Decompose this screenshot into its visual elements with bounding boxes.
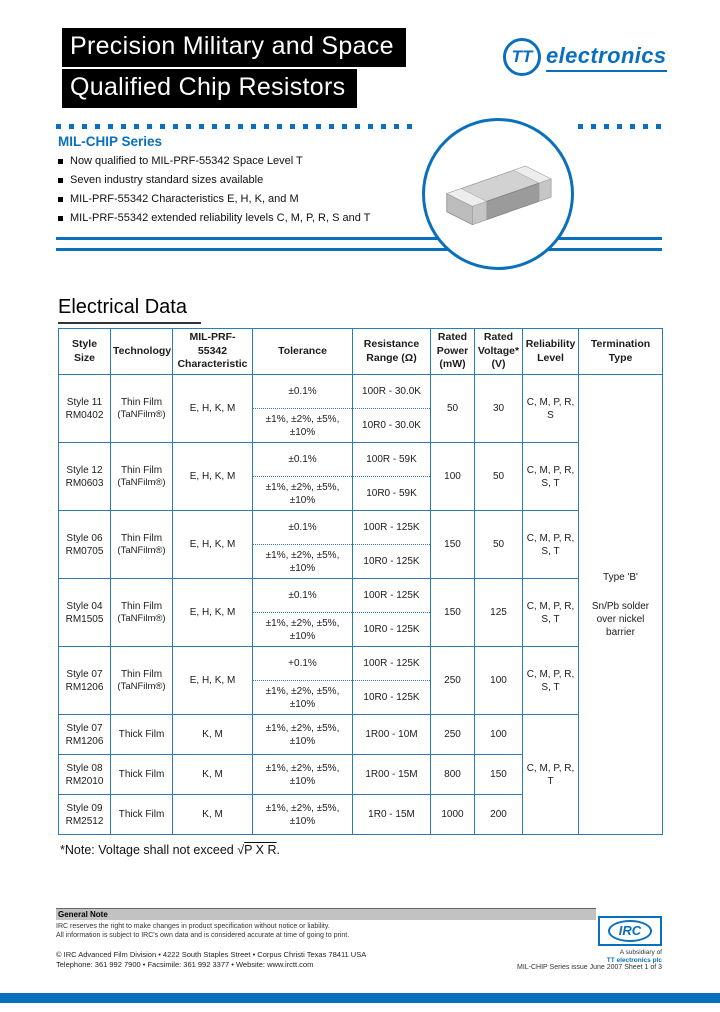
page-title-line2: Qualified Chip Resistors — [62, 69, 357, 108]
bullet-icon — [58, 197, 63, 202]
feature-list — [58, 155, 418, 231]
electrical-data-table — [58, 328, 663, 835]
characteristic-cell: E, H, K, M — [173, 375, 253, 443]
range-cell: 100R - 125K — [353, 579, 431, 613]
col-header-rated-power: Rated Power (mW) — [431, 329, 475, 375]
dotted-rule-right — [578, 124, 662, 129]
style-size-cell: Style 09 RM2512 — [59, 795, 111, 835]
list-item — [58, 212, 418, 224]
reliability-cell: C, M, P, R, T — [523, 715, 579, 835]
power-cell: 1000 — [431, 795, 475, 835]
voltage-cell: 150 — [475, 755, 523, 795]
tolerance-cell: ±1%, ±2%, ±5%, ±10% — [253, 715, 353, 755]
power-cell: 100 — [431, 443, 475, 511]
range-cell: 10R0 - 125K — [353, 613, 431, 647]
tt-logo-icon: TT — [503, 38, 541, 76]
tolerance-cell: ±1%, ±2%, ±5%, ±10% — [253, 681, 353, 715]
voltage-note: *Note: Voltage shall not exceed √P X R. — [60, 843, 280, 857]
irc-logo — [598, 916, 662, 946]
table-row — [59, 511, 663, 545]
characteristic-cell: K, M — [173, 755, 253, 795]
range-cell: 10R0 - 30.0K — [353, 409, 431, 443]
voltage-cell: 125 — [475, 579, 523, 647]
list-item — [58, 155, 418, 167]
technology-cell: Thin Film (TaNFilm®) — [111, 511, 173, 579]
bullet-icon — [58, 216, 63, 221]
col-header-termination: Termination Type — [579, 329, 663, 375]
series-heading: MIL-CHIP Series — [58, 134, 163, 149]
page-title-line1: Precision Military and Space — [62, 28, 406, 67]
range-cell: 10R0 - 59K — [353, 477, 431, 511]
reliability-cell: C, M, P, R, S, T — [523, 579, 579, 647]
copyright-line: © IRC Advanced Film Division • 4222 South Staples Street • Corpus Christi Texas 78411 USA — [56, 950, 367, 959]
chip-photo-circle — [422, 118, 574, 270]
horizontal-rule — [56, 237, 662, 240]
characteristic-cell: E, H, K, M — [173, 443, 253, 511]
power-cell: 150 — [431, 579, 475, 647]
col-header-tolerance: Tolerance — [253, 329, 353, 375]
table-row — [59, 579, 663, 613]
feature-text: MIL-PRF-55342 extended reliability levels C, M, P, R, S and T — [70, 212, 371, 224]
feature-text: MIL-PRF-55342 Characteristics E, H, K, and M — [70, 193, 299, 205]
range-cell: 1R0 - 15M — [353, 795, 431, 835]
chip-resistor-illustration — [434, 146, 562, 242]
tt-logo-wordmark: electronics — [546, 43, 667, 72]
col-header-reliability: Reliability Level — [523, 329, 579, 375]
table-header-row — [59, 329, 663, 375]
general-note-text: IRC reserves the right to make changes in product specification without notice or liability. All information is subject to IRC's own data and is considered accurate at time of going to print. — [56, 923, 350, 939]
bullet-icon — [58, 178, 63, 183]
tolerance-cell: ±1%, ±2%, ±5%, ±10% — [253, 477, 353, 511]
col-header-style-size: Style Size — [59, 329, 111, 375]
voltage-cell: 100 — [475, 647, 523, 715]
style-size-cell: Style 07 RM1206 — [59, 715, 111, 755]
col-header-rated-voltage: Rated Voltage* (V) — [475, 329, 523, 375]
technology-cell: Thick Film — [111, 755, 173, 795]
radical-sign: √ — [237, 843, 245, 857]
range-cell: 100R - 125K — [353, 511, 431, 545]
tolerance-cell: ±0.1% — [253, 511, 353, 545]
page-title — [62, 28, 406, 110]
tt-electronics-logo — [503, 38, 667, 76]
horizontal-rule — [56, 248, 662, 251]
characteristic-cell: E, H, K, M — [173, 511, 253, 579]
tolerance-cell: ±0.1% — [253, 375, 353, 409]
style-size-cell: Style 12 RM0603 — [59, 443, 111, 511]
voltage-cell: 50 — [475, 443, 523, 511]
range-cell: 1R00 - 15M — [353, 755, 431, 795]
bullet-icon — [58, 159, 63, 164]
reliability-cell: C, M, P, R, S, T — [523, 647, 579, 715]
list-item — [58, 174, 418, 186]
range-cell: 10R0 - 125K — [353, 681, 431, 715]
feature-text: Now qualified to MIL-PRF-55342 Space Level T — [70, 155, 303, 167]
style-size-cell: Style 07 RM1206 — [59, 647, 111, 715]
style-size-cell: Style 04 RM1505 — [59, 579, 111, 647]
tolerance-cell: ±1%, ±2%, ±5%, ±10% — [253, 795, 353, 835]
bottom-accent-bar — [0, 993, 720, 1003]
characteristic-cell: K, M — [173, 795, 253, 835]
range-cell: 10R0 - 125K — [353, 545, 431, 579]
technology-cell: Thin Film (TaNFilm®) — [111, 375, 173, 443]
technology-cell: Thin Film (TaNFilm®) — [111, 443, 173, 511]
col-header-resistance-range: Resistance Range (Ω) — [353, 329, 431, 375]
tolerance-cell: ±1%, ±2%, ±5%, ±10% — [253, 409, 353, 443]
style-size-cell: Style 08 RM2010 — [59, 755, 111, 795]
technology-cell: Thick Film — [111, 795, 173, 835]
range-cell: 100R - 125K — [353, 647, 431, 681]
style-size-cell: Style 11 RM0402 — [59, 375, 111, 443]
voltage-cell: 50 — [475, 511, 523, 579]
section-heading-electrical-data: Electrical Data — [58, 296, 201, 324]
document-reference: MIL-CHIP Series issue June 2007 Sheet 1 of 3 — [516, 964, 662, 971]
voltage-cell: 30 — [475, 375, 523, 443]
power-cell: 800 — [431, 755, 475, 795]
power-cell: 150 — [431, 511, 475, 579]
power-cell: 50 — [431, 375, 475, 443]
irc-subsidiary-text: A subsidiary of TT electronics plc — [606, 949, 662, 964]
power-cell: 250 — [431, 715, 475, 755]
range-cell: 1R00 - 10M — [353, 715, 431, 755]
table-row — [59, 375, 663, 409]
characteristic-cell: K, M — [173, 715, 253, 755]
technology-cell: Thin Film (TaNFilm®) — [111, 647, 173, 715]
range-cell: 100R - 59K — [353, 443, 431, 477]
tolerance-cell: ±1%, ±2%, ±5%, ±10% — [253, 545, 353, 579]
list-item — [58, 193, 418, 205]
contact-line: Telephone: 361 992 7900 • Facsimile: 361 992 3377 • Website: www.irctt.com — [56, 960, 314, 969]
characteristic-cell: E, H, K, M — [173, 579, 253, 647]
tolerance-cell: ±0.1% — [253, 443, 353, 477]
tolerance-cell: +0.1% — [253, 647, 353, 681]
technology-cell: Thick Film — [111, 715, 173, 755]
reliability-cell: C, M, P, R, S — [523, 375, 579, 443]
irc-logo-icon: IRC — [608, 920, 652, 942]
table-row — [59, 443, 663, 477]
range-cell: 100R - 30.0K — [353, 375, 431, 409]
tolerance-cell: ±1%, ±2%, ±5%, ±10% — [253, 755, 353, 795]
tolerance-cell: ±1%, ±2%, ±5%, ±10% — [253, 613, 353, 647]
technology-cell: Thin Film (TaNFilm®) — [111, 579, 173, 647]
power-cell: 250 — [431, 647, 475, 715]
reliability-cell: C, M, P, R, S, T — [523, 443, 579, 511]
dotted-rule-left — [56, 124, 420, 129]
general-note-bar: General Note — [56, 908, 596, 920]
characteristic-cell: E, H, K, M — [173, 647, 253, 715]
table-row — [59, 715, 663, 755]
style-size-cell: Style 06 RM0705 — [59, 511, 111, 579]
col-header-technology: Technology — [111, 329, 173, 375]
reliability-cell: C, M, P, R, S, T — [523, 511, 579, 579]
col-header-characteristic: MIL-PRF-55342 Characteristic — [173, 329, 253, 375]
voltage-cell: 200 — [475, 795, 523, 835]
termination-cell: Type 'B' Sn/Pb solder over nickel barrier — [579, 375, 663, 835]
table-row — [59, 647, 663, 681]
voltage-cell: 100 — [475, 715, 523, 755]
tolerance-cell: ±0.1% — [253, 579, 353, 613]
feature-text: Seven industry standard sizes available — [70, 174, 264, 186]
